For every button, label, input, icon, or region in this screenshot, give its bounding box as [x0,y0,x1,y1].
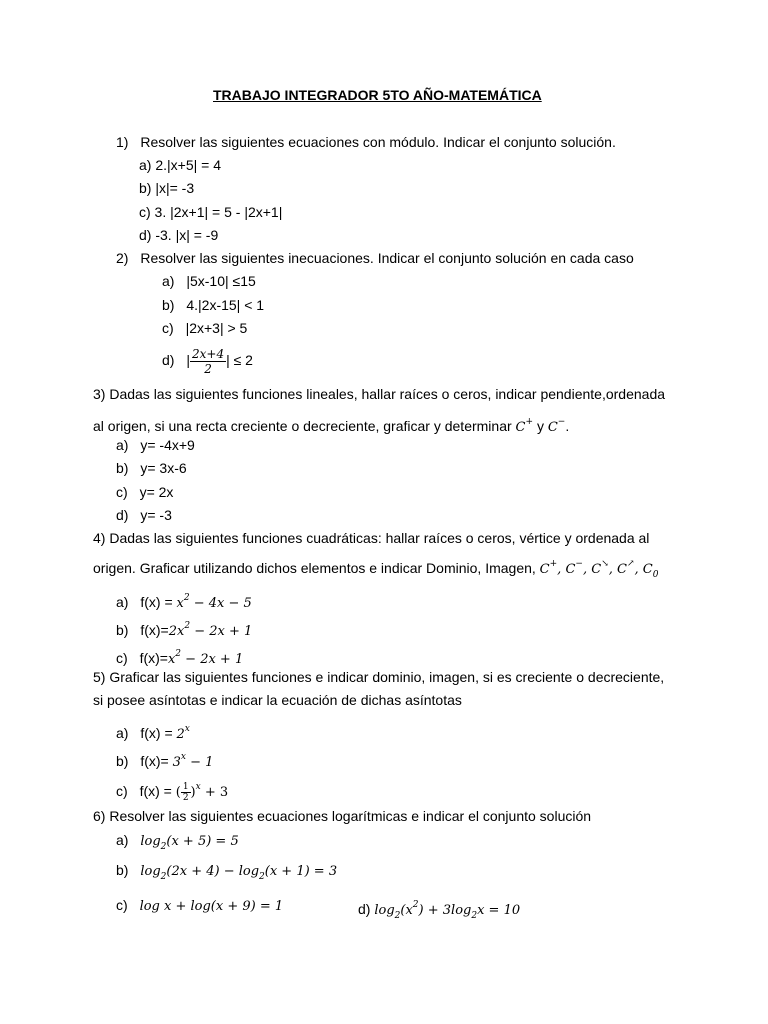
question-4-line-1: 4) Dadas las siguientes funciones cuadráticas: hallar raíces o ceros, vértice y ordenada al [93,530,650,546]
question-number: 2) [116,250,129,266]
list-item [162,319,247,337]
question-4-line-2: origen. Graficar utilizando dichos elementos e indicar Dominio, Imagen, C+, C−, C↘, C↗, $C_0$ [93,559,659,580]
question-text: Resolver las siguientes inecuaciones. Indicar el conjunto solución en cada caso [140,250,634,266]
item-label: c) [116,484,128,500]
item-expression: 4.|2x-15| < 1 [186,297,265,313]
question-3-line-2: al origen, si una recta creciente o decreciente, graficar y determinar C+ y C−. [93,417,570,435]
list-item: b) $\log_2(2x + 4) - \log_2(x + 1) = 3$ [116,862,338,882]
item-label: d) [116,507,129,523]
fraction [190,347,226,376]
list-item [116,436,195,454]
list-item: c) f(x) = ( $\frac{1}{2}$ )$^x$ + 3 [116,782,229,803]
item-expression: |2x+3| > 5 [185,320,248,336]
item-expression: y= 2x [139,484,174,500]
abs-bar: | [186,352,190,368]
list-item: a) f(x) = 2$^x$ [116,724,190,742]
list-item [162,342,253,378]
list-item [162,272,256,290]
list-item [116,459,187,477]
list-item: b) |x|= -3 [139,180,195,196]
list-item: a) $\log_2(x + 5) = 5$ [116,832,239,852]
question-number: 1) [116,134,129,150]
list-item: c) $f(x)=x^2 - 2x + 1$ [116,649,244,667]
c-plus-symbol: C+ [515,417,534,435]
item-label: a) [162,273,175,289]
list-item: c) log x + log(x + 9) = 1 [116,897,284,914]
list-item: c) 3. |2x+1| = 5 - |2x+1| [139,204,283,220]
list-item: d) $\log_2(x^2) + 3\log_2x = 10$ [358,900,521,921]
c-symbols: C+, C−, C↘, C↗, $C_0$ [539,559,659,580]
list-item: b) f(x)= 3$^x$ − 1 [116,752,214,770]
fraction-denominator: 2 [204,361,212,376]
list-item [162,296,264,314]
question-5-line-1: 5) Graficar las siguientes funciones e indicar dominio, imagen, si es creciente o decreciente, [93,669,665,685]
list-item [116,483,173,501]
item-expression: y= -4x+9 [140,437,195,453]
page-title: TRABAJO INTEGRADOR 5TO AÑO-MATEMÁTICA [213,87,542,103]
fraction-numerator: 2x+4 [191,346,225,361]
c-minus-symbol: C− [547,417,566,435]
item-expression: y= -3 [140,507,172,523]
item-label: b) [162,297,175,313]
item-label: a) [116,437,129,453]
list-item [116,506,172,524]
item-expression: y= 3x-6 [140,460,187,476]
question-3-line-1: 3) Dadas las siguientes funciones lineales, hallar raíces o ceros, indicar pendiente,ordenada [93,386,666,402]
question-text: Resolver las siguientes ecuaciones con módulo. Indicar el conjunto solución. [140,134,616,150]
item-expression: | ≤ 2 [226,352,253,368]
item-expression: |5x-10| ≤15 [186,273,256,289]
item-label: c) [162,320,174,336]
list-item: b) $f(x)=2x^2 - 2x + 1$ [116,621,253,639]
question-5-line-2: si posee asíntotas e indicar la ecuación de dichas asíntotas [93,692,462,708]
list-item: d) -3. |x| = -9 [139,227,219,243]
list-item: a) 2.|x+5| = 4 [139,157,221,173]
question-6-line-1: 6) Resolver las siguientes ecuaciones logarítmicas e indicar el conjunto solución [93,808,592,824]
item-label: d) [162,352,175,368]
question-1 [116,133,616,151]
list-item: a) $f(x) = x^2 - 4x - 5$ [116,593,252,611]
fraction: $\frac{1}{2}$ [182,782,189,803]
question-2 [116,249,634,267]
item-label: b) [116,460,129,476]
